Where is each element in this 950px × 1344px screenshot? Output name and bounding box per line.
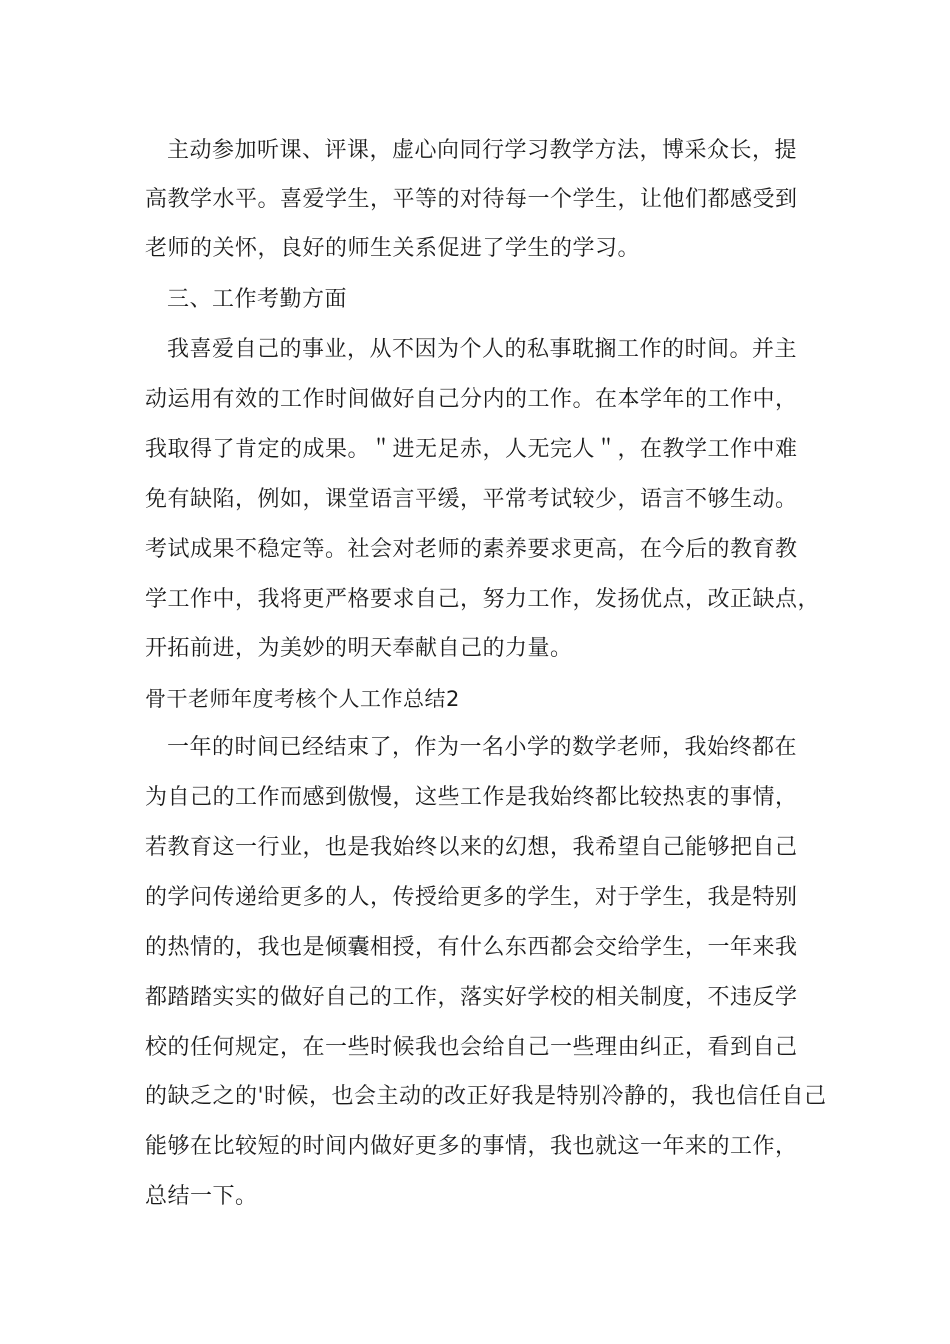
paragraph-line: 我取得了肯定的成果。＂进无足赤，人无完人＂，在教学工作中难 — [145, 437, 798, 462]
paragraph-line: 免有缺陷，例如，课堂语言平缓，平常考试较少，语言不够生动。 — [145, 487, 798, 512]
paragraph-line: 若教育这一行业，也是我始终以来的幻想，我希望自己能够把自己 — [145, 835, 798, 860]
paragraph-line: 校的任何规定，在一些时候我也会给自己一些理由纠正，看到自己 — [145, 1035, 798, 1060]
paragraph-line: 一年的时间已经结束了，作为一名小学的数学老师，我始终都在 — [167, 735, 798, 760]
paragraph-line: 的缺乏之的'时候，也会主动的改正好我是特别冷静的，我也信任自己 — [145, 1084, 827, 1109]
paragraph-line: 老师的关怀，良好的师生关系促进了学生的学习。 — [145, 236, 641, 261]
paragraph-line: 考试成果不稳定等。社会对老师的素养要求更高，在今后的教育教 — [145, 537, 798, 562]
section-heading: 三、工作考勤方面 — [167, 287, 348, 312]
paragraph-line: 为自己的工作而感到傲慢，这些工作是我始终都比较热衷的事情， — [145, 785, 798, 810]
paragraph-line: 的学问传递给更多的人，传授给更多的学生，对于学生，我是特别 — [145, 885, 798, 910]
paragraph-line: 动运用有效的工作时间做好自己分内的工作。在本学年的工作中， — [145, 387, 798, 412]
paragraph-line: 高教学水平。喜爱学生，平等的对待每一个学生，让他们都感受到 — [145, 187, 798, 212]
article-title: 骨干老师年度考核个人工作总结2 — [145, 687, 460, 711]
paragraph-line: 的热情的，我也是倾囊相授，有什么东西都会交给学生，一年来我 — [145, 935, 798, 960]
paragraph-line: 学工作中，我将更严格要求自己，努力工作，发扬优点，改正缺点， — [145, 587, 821, 612]
paragraph-line: 总结一下。 — [145, 1184, 258, 1209]
paragraph-line: 能够在比较短的时间内做好更多的事情，我也就这一年来的工作， — [145, 1134, 798, 1159]
paragraph-line: 都踏踏实实的做好自己的工作，落实好学校的相关制度，不违反学 — [145, 985, 798, 1010]
paragraph-line: 主动参加听课、评课，虚心向同行学习教学方法，博采众长，提 — [167, 138, 798, 163]
paragraph-line: 我喜爱自己的事业，从不因为个人的私事耽搁工作的时间。并主 — [167, 337, 798, 362]
paragraph-line: 开拓前进，为美妙的明天奉献自己的力量。 — [145, 636, 573, 661]
